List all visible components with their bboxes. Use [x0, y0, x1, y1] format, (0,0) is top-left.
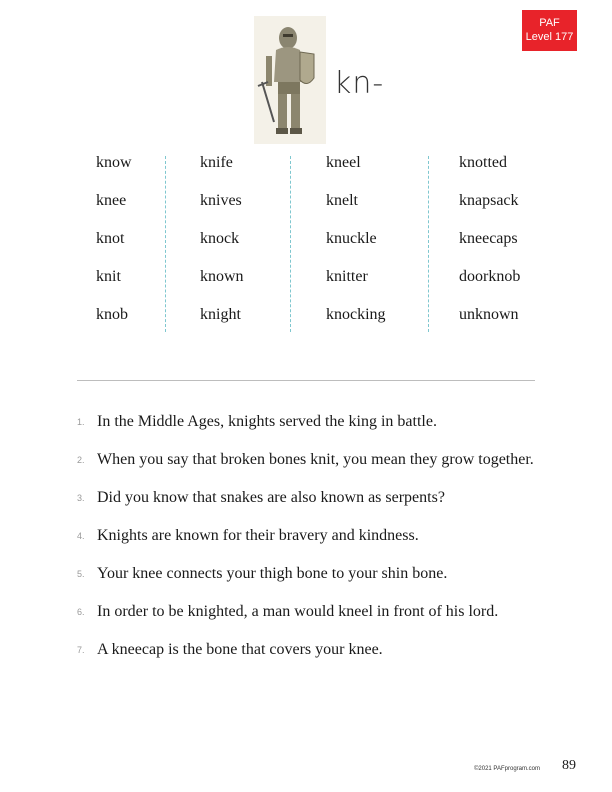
word: doorknob: [459, 268, 521, 285]
sentence-item: [77, 602, 557, 640]
sentence-number: 7.: [77, 645, 85, 655]
column-divider: [290, 156, 291, 332]
sentence-number: 3.: [77, 493, 85, 503]
word: knapsack: [459, 192, 519, 209]
word-column-3: [326, 153, 386, 343]
sentence-text: When you say that broken bones knit, you mean they grow together.: [97, 451, 534, 468]
sentence-item: [77, 412, 557, 450]
word: known: [200, 268, 244, 285]
word: knelt: [326, 192, 358, 209]
word: knife: [200, 154, 233, 171]
column-divider: [165, 156, 166, 332]
word: knock: [200, 230, 240, 247]
word: knot: [96, 230, 125, 247]
sentence-text: In the Middle Ages, knights served the king in battle.: [97, 413, 437, 430]
sentence-text: Your knee connects your thigh bone to your shin bone.: [97, 565, 448, 582]
word: kneel: [326, 154, 361, 171]
word: unknown: [459, 306, 519, 323]
sentence-text: In order to be knighted, a man would kneel in front of his lord.: [97, 603, 499, 620]
sentence-item: [77, 564, 557, 602]
word: knives: [200, 192, 242, 209]
word: knocking: [326, 306, 386, 323]
sentence-item: [77, 450, 557, 488]
sentence-text: A kneecap is the bone that covers your knee.: [97, 641, 383, 658]
word: kneecaps: [459, 230, 518, 247]
column-divider: [428, 156, 429, 332]
badge-title: PAF: [539, 17, 560, 29]
sentence-number: 1.: [77, 417, 85, 427]
sentence-item: [77, 640, 557, 678]
sentence-text: Knights are known for their bravery and kindness.: [97, 527, 419, 544]
word: know: [96, 154, 132, 171]
sentence-number: 5.: [77, 569, 85, 579]
word: knuckle: [326, 230, 377, 247]
badge-level: Level 177: [525, 31, 574, 43]
word-column-4: [459, 153, 520, 343]
word: knight: [200, 306, 241, 323]
page-number: 89: [562, 758, 576, 773]
knight-armor-illustration: [254, 16, 326, 144]
sentence-number: 2.: [77, 455, 85, 465]
word: knit: [96, 268, 121, 285]
sentence-list: [77, 412, 557, 678]
word-column-1: [96, 153, 132, 343]
copyright-notice: ©2021 PAFprogram.com: [474, 766, 541, 772]
sentence-number: 4.: [77, 531, 85, 541]
level-badge: [522, 10, 577, 51]
word: knitter: [326, 268, 368, 285]
section-divider: [77, 380, 535, 381]
word: knotted: [459, 154, 507, 171]
word: knee: [96, 192, 127, 209]
word: knob: [96, 306, 128, 323]
word-column-2: [200, 153, 244, 343]
sentence-item: [77, 526, 557, 564]
phonogram-heading: kn-: [334, 66, 385, 101]
sentence-number: 6.: [77, 607, 85, 617]
sentence-text: Did you know that snakes are also known as serpents?: [97, 489, 445, 506]
sentence-item: [77, 488, 557, 526]
